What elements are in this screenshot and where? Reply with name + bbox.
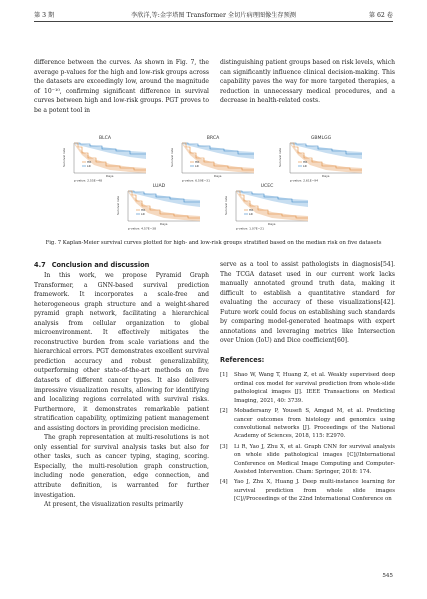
km-figure — [60, 137, 370, 237]
paragraph: At present, the visualization results primarily — [44, 501, 184, 509]
bottom-right-column — [220, 260, 395, 506]
legend-lr-label: LR — [249, 212, 253, 216]
bottom-left-column — [34, 260, 209, 510]
reference-number: [1] — [220, 372, 228, 379]
x-axis-label: Days — [160, 222, 168, 226]
legend-hr-label: HR — [141, 208, 146, 212]
km-panel — [222, 185, 312, 231]
km-panel — [168, 137, 258, 183]
reference-item — [220, 478, 395, 503]
km-plot — [60, 137, 150, 183]
reference-text: Shao W, Wang T, Huang Z, et al. Weakly supervised deep ordinal cox model for survival prediction from whole-slide pathological images [J]. IEEE Transactions on Medical Imaging, 2021, 40: 3739. — [234, 372, 395, 404]
legend-lr-label: LR — [141, 212, 145, 216]
km-panel-title: BLCA — [98, 136, 112, 141]
section-title: Conclusion and discussion — [51, 261, 150, 269]
y-axis-label: Survival rate — [62, 147, 66, 167]
km-panel-title: LUAD — [152, 184, 166, 189]
hr-confidence-band — [236, 191, 308, 221]
x-axis-label: Days — [106, 174, 114, 178]
top-right-column — [220, 58, 395, 106]
paragraph: The graph representation at multi-resolutions is not only essential for survival analysis tasks but also for other tasks, such as cancer typing, staging, scoring. Especially, the multi-resolution graph construction, including node generation, edge connection, and attribute definition, is warranted for further investigation. — [34, 434, 209, 499]
y-axis-label: Survival rate — [278, 147, 282, 167]
km-panel — [60, 137, 150, 183]
references-heading: References: — [220, 355, 265, 364]
y-axis-label: Survival rate — [116, 195, 120, 215]
km-plot — [114, 185, 204, 231]
x-axis-label: Days — [322, 174, 330, 178]
paragraph: In this work, we propose Pyramid Graph Transformer, a GNN-based survival prediction framework. It incorporates a scale-free and heterogeneous graph structure and a weight-shared pyramid graph network, facilitating a hierarchical analysis from cellular organization to global microenvironment. It effectively mitigates the reconstructive burden from scale variations and the hierarchical errors. PGT demonstrates excellent survival prediction accuracy and robust generalizability, outperforming other state-of-the-art methods on five datasets of different cancer types. It also delivers impressive visualization results, allowing for identifying and localizing regions correlated with survival risks. Furthermore, it demonstrates remarkable patient stratification capability, optimizing patient management and assisting doctors in providing precision medicine. — [34, 272, 209, 432]
legend-hr-label: HR — [87, 160, 92, 164]
legend-hr-label: HR — [249, 208, 254, 212]
reference-text: Li R, Yao J, Zhu X, et al. Graph CNN for survival analysis on whole slide pathological images [C]//International Conference on Medical Image Computing and Computer-Assisted Intervention. Cham: Springer, 2018: 174. — [234, 443, 395, 475]
reference-number: [2] — [220, 408, 228, 415]
running-header — [34, 8, 393, 22]
reference-item — [220, 371, 395, 405]
p-value-label: p-value: 2.55E−48 — [74, 178, 102, 183]
reference-text: Mobadersany P, Yousefi S, Amgad M, et al. Predicting cancer outcomes from histology and genomics using convolutional networks [J]. Proceedings of the National Academy of Sciences, 2018, 115: E2970. — [234, 408, 395, 440]
section-heading — [34, 260, 209, 270]
km-panel-title: BRCA — [206, 136, 220, 141]
hr-confidence-band — [128, 191, 200, 221]
reference-number: [4] — [220, 479, 228, 486]
km-panel-title: GBMLGG — [310, 136, 332, 141]
p-value-label: p-value: 1.07E−21 — [236, 226, 264, 231]
p-value-label: p-value: 2.61E−94 — [290, 178, 318, 183]
legend-lr-label: LR — [195, 164, 199, 168]
hr-confidence-band — [290, 143, 362, 173]
page-number: 545 — [382, 573, 393, 579]
km-panel — [114, 185, 204, 231]
reference-text: Yao J, Zhu X, Huang J. Deep multi-instance learning for survival prediction from whole slide images [C]//Proceedings of the 22nd International Conference on — [234, 479, 395, 503]
paragraph: serve as a tool to assist pathologists in diagnosis[54]. The TCGA dataset used in our current work lacks manually annotated ground truth data, making it difficult to establish a quantitative standard for evaluating the accuracy of these visualizations[42]. Future work could focus on establishing such standards by comparing model-generated heatmaps with expert annotations and leveraging metrics like Intersection over Union (IoU) and Dice coefficient[60]. — [220, 261, 395, 345]
km-plot — [168, 137, 258, 183]
x-axis-label: Days — [214, 174, 222, 178]
section-number: 4.7 — [34, 261, 46, 269]
reference-item — [220, 443, 395, 477]
reference-list — [220, 371, 395, 503]
km-panel — [276, 137, 366, 183]
header-volume: 第 62 卷 — [368, 12, 393, 19]
legend-hr-label: HR — [303, 160, 308, 164]
reference-number: [3] — [220, 443, 228, 450]
legend-lr-label: LR — [303, 164, 307, 168]
hr-confidence-band — [182, 143, 254, 173]
reference-item — [220, 407, 395, 441]
km-panel-title: UCEC — [260, 184, 274, 189]
p-value-label: p-value: 6.59E−31 — [182, 178, 210, 183]
paragraph: distinguishing patient groups based on risk levels, which can significantly influence clinical decision-making. This capability paves the way for more targeted therapies, a reduction in unnecessary medical procedures, and a decrease in health-related costs. — [220, 59, 395, 105]
paragraph: difference between the curves. As shown in Fig. 7, the average p-values for the high and low-risk groups across the datasets are exceedingly low, around the magnitude of 10⁻¹⁰, confirming significant difference in survival curves between high and low-risk groups. PGT proves to be a potent tool in — [34, 59, 209, 114]
y-axis-label: Survival rate — [224, 195, 228, 215]
legend-hr-label: HR — [195, 160, 200, 164]
top-left-column — [34, 58, 209, 115]
hr-confidence-band — [74, 143, 146, 173]
legend-lr-label: LR — [87, 164, 91, 168]
km-plot — [222, 185, 312, 231]
y-axis-label: Survival rate — [170, 147, 174, 167]
p-value-label: p-value: 4.57E−38 — [128, 226, 156, 231]
x-axis-label: Days — [268, 222, 276, 226]
km-plot — [276, 137, 366, 183]
header-issue: 第 3 期 — [34, 12, 55, 19]
figure-caption: Fig. 7 Kaplan-Meier survival curves plotted for high- and low-risk groups stratified based on the median risk on five datasets — [45, 240, 382, 246]
header-title: 李欣洋,等:金字塔图 Transformer 全切片病理图像生存预测 — [131, 12, 296, 19]
